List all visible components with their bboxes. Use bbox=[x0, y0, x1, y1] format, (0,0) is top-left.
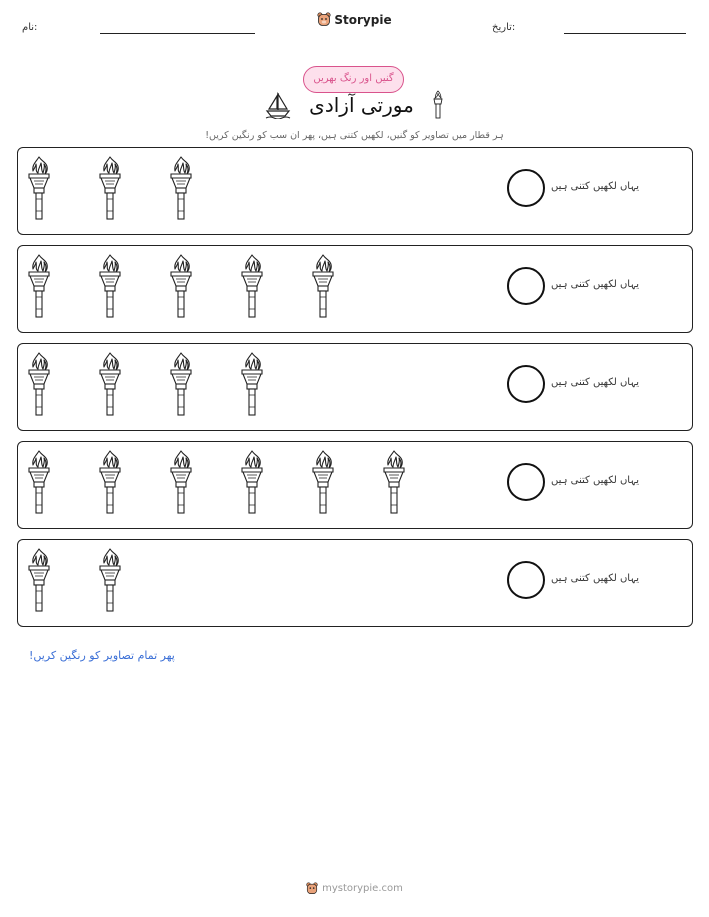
date-line[interactable] bbox=[564, 33, 686, 34]
torch-icon bbox=[97, 155, 168, 225]
activity-badge: گنیں اور رنگ بھریں bbox=[303, 66, 404, 93]
title-row bbox=[0, 90, 709, 123]
page-title: مورتی آزادی bbox=[309, 93, 414, 117]
answer-circle[interactable] bbox=[507, 365, 545, 403]
torch-icon bbox=[97, 351, 168, 421]
write-count-label: یہاں لکھیں کتنی ہیں bbox=[551, 279, 639, 290]
torch-icon bbox=[168, 253, 239, 323]
torch-icon bbox=[26, 449, 97, 519]
torch-icon bbox=[239, 449, 310, 519]
torch-icon bbox=[97, 449, 168, 519]
footer bbox=[0, 880, 709, 899]
answer-circle[interactable] bbox=[507, 463, 545, 501]
name-line[interactable] bbox=[100, 33, 255, 34]
footer-note: پھر تمام تصاویر کو رنگین کریں! bbox=[29, 649, 175, 662]
name-label: نام: bbox=[22, 22, 38, 33]
answer-circle[interactable] bbox=[507, 169, 545, 207]
torch-icon bbox=[168, 155, 239, 225]
brand-logo bbox=[0, 12, 709, 31]
torch-group bbox=[26, 155, 239, 225]
count-row bbox=[17, 343, 693, 431]
torch-icon bbox=[310, 449, 381, 519]
torch-icon bbox=[97, 253, 168, 323]
torch-icon bbox=[26, 351, 97, 421]
torch-icon bbox=[432, 90, 444, 120]
counting-rows bbox=[17, 147, 693, 637]
answer-circle[interactable] bbox=[507, 561, 545, 599]
bear-icon bbox=[317, 12, 331, 27]
torch-group bbox=[26, 253, 381, 323]
torch-group bbox=[26, 449, 452, 519]
instruction-text: ہر قطار میں تصاویر کو گنیں، لکھیں کتنی ہیں، پھر ان سب کو رنگین کریں! bbox=[205, 130, 504, 141]
torch-group bbox=[26, 351, 310, 421]
write-count-label: یہاں لکھیں کتنی ہیں bbox=[551, 181, 639, 192]
torch-icon bbox=[239, 351, 310, 421]
torch-icon bbox=[26, 547, 97, 617]
torch-icon bbox=[26, 155, 97, 225]
torch-icon bbox=[168, 351, 239, 421]
answer-circle[interactable] bbox=[507, 267, 545, 305]
write-count-label: یہاں لکھیں کتنی ہیں bbox=[551, 573, 639, 584]
footer-url: mystorypie.com bbox=[322, 883, 403, 894]
write-count-label: یہاں لکھیں کتنی ہیں bbox=[551, 377, 639, 388]
torch-icon bbox=[168, 449, 239, 519]
brand-name: Storypie bbox=[334, 12, 392, 27]
torch-icon bbox=[381, 449, 452, 519]
torch-group bbox=[26, 547, 168, 617]
count-row bbox=[17, 441, 693, 529]
bear-icon bbox=[306, 882, 318, 895]
count-row bbox=[17, 539, 693, 627]
count-row bbox=[17, 147, 693, 235]
torch-icon bbox=[26, 253, 97, 323]
sailboat-icon bbox=[265, 91, 291, 119]
torch-icon bbox=[239, 253, 310, 323]
torch-icon bbox=[310, 253, 381, 323]
write-count-label: یہاں لکھیں کتنی ہیں bbox=[551, 475, 639, 486]
date-label: تاریخ: bbox=[492, 22, 516, 33]
count-row bbox=[17, 245, 693, 333]
torch-icon bbox=[97, 547, 168, 617]
